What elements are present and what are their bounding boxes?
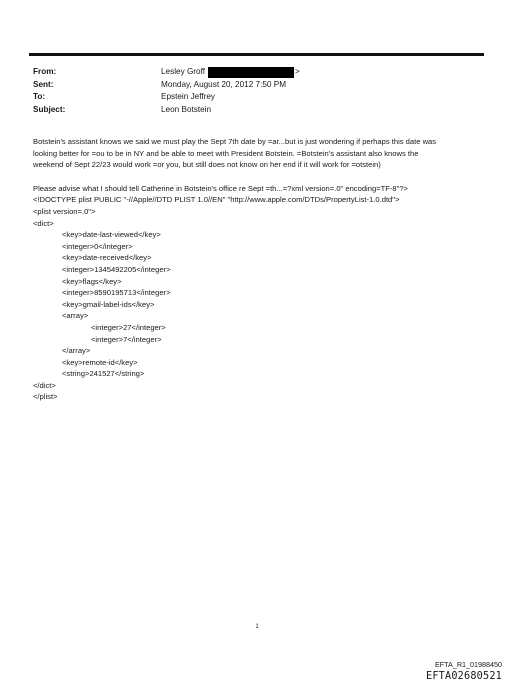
body-paragraph bbox=[33, 136, 485, 171]
to-row bbox=[33, 91, 483, 104]
sent-value: Monday, August 20, 2012 7:50 PM bbox=[161, 79, 287, 89]
plist-line: <dict> bbox=[33, 218, 54, 228]
from-value: Lesley Groff bbox=[161, 67, 205, 76]
from-row bbox=[33, 66, 483, 79]
plist-line: <integer>27</integer> bbox=[91, 322, 166, 332]
subject-value: Leon Botstein bbox=[161, 104, 212, 114]
plist-line: <key>date-last-viewed</key> bbox=[62, 230, 161, 240]
plist-line: <string>241527</string> bbox=[62, 369, 145, 379]
to-label: To: bbox=[33, 92, 46, 102]
subject-row bbox=[33, 104, 483, 117]
bates-number-large: EFTA02680521 bbox=[425, 671, 502, 682]
plist-line: <key>remote-id</key> bbox=[62, 357, 138, 367]
plist-line: <integer>8590195713</integer> bbox=[62, 288, 171, 298]
plist-line: </dict> bbox=[33, 380, 56, 390]
body-line: Botstein's assistant knows we said we must play the Sept 7th date by =ar...but is just wondering if perhaps this date was bbox=[33, 137, 437, 146]
email-header bbox=[33, 66, 483, 116]
plist-line: <integer>7</integer> bbox=[91, 334, 162, 344]
header-rule bbox=[29, 53, 484, 56]
redaction-bar bbox=[208, 67, 294, 78]
to-value: Epstein Jeffrey bbox=[161, 92, 216, 102]
plist-line: <integer>0</integer> bbox=[62, 241, 133, 251]
plist-line: <key>flags</key> bbox=[62, 276, 122, 286]
body-line: looking better for =ou to be in NY and be able to meet with President Botstein. =Botstein's assistant also knows the bbox=[33, 148, 419, 158]
plist-line: <plist version=.0"> bbox=[33, 206, 96, 216]
page-number: 1 bbox=[255, 624, 259, 630]
plist-line: <array> bbox=[62, 311, 89, 321]
from-label: From: bbox=[33, 67, 57, 76]
from-suffix: > bbox=[295, 67, 300, 76]
from-value-group bbox=[161, 66, 300, 79]
plist-line: </plist> bbox=[33, 392, 58, 402]
body-line: weekend of Sept 22/23 would work =or you, but still does not know on her end if it will work for =otstein) bbox=[33, 160, 381, 170]
plist-line: Please advise what I should tell Catherine in Botstein's office re Sept =th...=?xml version=.0" encoding=TF-8"?> bbox=[33, 183, 408, 193]
plist-line: <integer>1345492205</integer> bbox=[62, 264, 171, 274]
email-body bbox=[33, 136, 485, 415]
subject-label: Subject: bbox=[33, 104, 66, 114]
plist-line: <!DOCTYPE plist PUBLIC "-//Apple//DTD PLIST 1.0//EN" "http://www.apple.com/DTDs/PropertyList-1.0.dtd"> bbox=[33, 195, 400, 205]
sent-label: Sent: bbox=[33, 79, 54, 89]
plist-line: </array> bbox=[62, 346, 91, 356]
plist-block bbox=[33, 183, 485, 403]
plist-line: <key>gmail-label-ids</key> bbox=[62, 299, 155, 309]
bates-number-small: EFTA_R1_01988450 bbox=[435, 660, 502, 669]
plist-line: <key>date-received</key> bbox=[62, 253, 152, 263]
sent-row bbox=[33, 79, 483, 92]
